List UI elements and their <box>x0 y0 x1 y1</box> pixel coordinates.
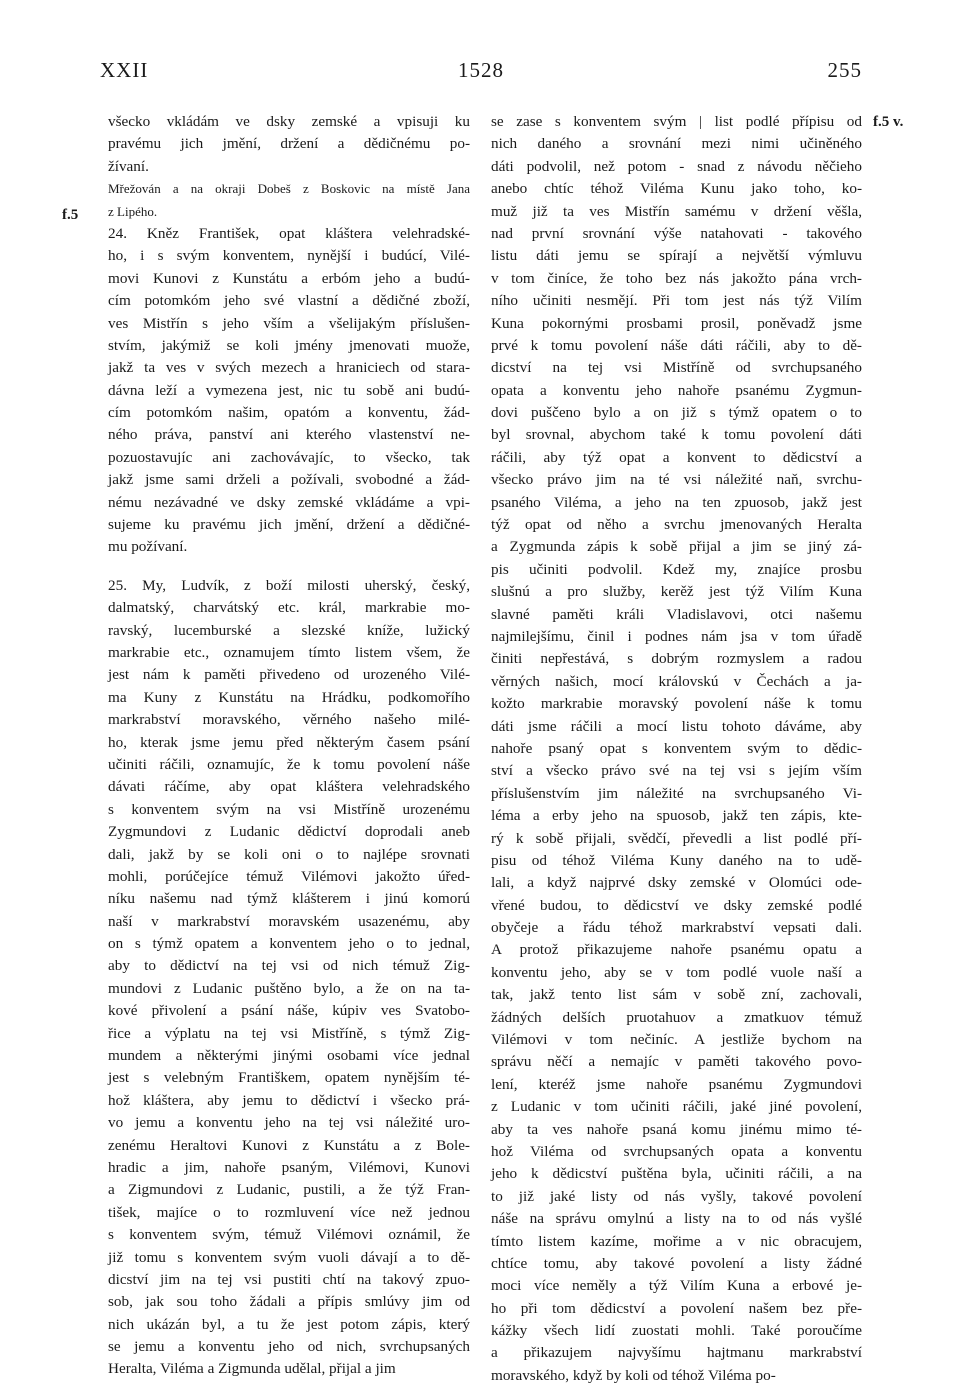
text-line: chtíce tomu, aby takové povolení a listy žádné <box>491 1254 862 1272</box>
text-line: naší v markrabství moravském usazenému, aby <box>108 912 470 930</box>
text-line: sob, jak sou toho žádali a přípis smlúvy jim od <box>108 1293 470 1311</box>
text-line: s konventem svým na vsi Mistříně urozenému <box>108 800 470 818</box>
text-line: tak, jakž tento list sám v sobě zní, zachovali, <box>491 986 862 1004</box>
text-line: dáti podvolil, než potom - snad z návodu něčieho <box>491 157 862 175</box>
text-line: nému nezávadné ve dsky zemské vkládáme a vpi- <box>108 493 470 511</box>
text-line: dicství na tej vsi Mistříně od svrchupsaného <box>491 359 862 377</box>
text-line: listu dáti jemu se spírají a největší výmluvu <box>491 247 862 265</box>
text-line: dávati ráčíme, aby opat kláštera velehradského <box>108 778 470 796</box>
text-line: markrabie etc., oznamujem tímto listem všem, že <box>108 643 470 661</box>
text-line: kové přivolení a psání náše, kúpiv ves Svatobo- <box>108 1002 470 1020</box>
text-line: dalmatský, charvátský etc. král, markrabie mo- <box>108 599 470 617</box>
text-line: obyčeje a řádu téhož markrabství vepsati dali. <box>491 919 862 937</box>
text-line: movi Kunovi z Kunstátu a erbóm jeho a budú- <box>108 269 470 287</box>
text-line: ního učiniti nesmějí. Při tom jest nás týž Vilím <box>491 292 862 310</box>
text-line: Kuna pokornými prosbami prosil, poněvadž jsme <box>491 314 862 332</box>
volume-number: XXII <box>100 58 149 82</box>
text-line: lali, a když najprvé dsky zemské v Olomúci ode- <box>491 874 862 892</box>
text-line: hradic a jim, nahoře psaným, Vilémovi, Kunovi <box>108 1158 470 1176</box>
text-line: z Lipého. <box>108 203 158 219</box>
text-line: vřené budou, to dědicství ve dsky zemské podlé <box>491 896 862 914</box>
text-line: kožto markrabie moravský povolení náše k tomu <box>491 695 862 713</box>
text-line: aby ta ves nahoře psaná komu jinému mimo té- <box>491 1120 862 1138</box>
text-line: dávna leží a vymezena jest, nic tu sobě ani budú- <box>108 381 470 399</box>
text-line: nich daného a srovnání mezi nimi učiněného <box>491 135 862 153</box>
text-line: se zase s konventem svým | list podlé přípisu od <box>491 113 862 130</box>
text-line: Mřežován a na okraji Dobeš z Boskovic na místě Jana <box>108 181 470 197</box>
left-column <box>108 111 470 1381</box>
text-line: mundovi z Ludanic puštěno bylo, a že on na ta- <box>108 979 470 997</box>
text-line: pisu od téhož Viléma Kuny daného na to udě- <box>491 851 862 869</box>
text-line: kážky všech lidí zuostati mohli. Také poroučíme <box>491 1322 862 1340</box>
text-line: Vilémovi v tom nečiníc. A jestliže bychom na <box>491 1031 862 1049</box>
text-line: slušnú a pro služby, kerěž jest týž Vilím Kuna <box>491 583 862 601</box>
text-line: tímto listem kazíme, mořime a v nic obracujem, <box>491 1232 862 1250</box>
right-column <box>491 111 862 1387</box>
text-line: anebo chtíc téhož Viléma Kunu jako toho, ko- <box>491 180 862 198</box>
text-line: činiti nepřestává, s dobrým rozmyslem a radou <box>491 650 862 668</box>
text-line: věrných našich, mocí královskú v Čechách a ja- <box>491 672 862 690</box>
page-number: 255 <box>827 58 862 82</box>
text-line: pis učiniti podvolil. Kdež my, znajíce prosbu <box>491 560 862 578</box>
text-line: a Zigmundovi z Ludanic, pustili, a že týž Fran- <box>108 1181 470 1199</box>
text-line: mu požívaní. <box>108 538 188 556</box>
year: 1528 <box>458 58 504 82</box>
text-line: všecko právo jim na té vsi náležité naň, svrchu- <box>491 471 862 489</box>
text-line: nich ukázán byl, a tu že jest potom zápis, který <box>108 1315 470 1333</box>
text-line: rý k sobě přijali, svědčí, převedli a list podlé pří- <box>491 829 862 847</box>
text-line: pozuostavujíc ani zachovávajíc, to všecko, tak <box>108 448 470 466</box>
text-line: ma Kuny z Kunstátu na Hrádku, podkomořího <box>108 688 470 706</box>
text-line: dali, jakž by se koli oni o to najlépe srovnati <box>108 845 470 863</box>
text-line: žívaní. <box>108 157 149 175</box>
text-line: jakž ta ves v svých mezech a hraniciech od stara- <box>108 359 470 377</box>
text-line: se jemu a konventu jeho od nich, svrchupsaných <box>108 1338 470 1356</box>
margin-note-right: f.5 v. <box>873 114 904 130</box>
text-line: mundem a některými jinými osobami více jednal <box>108 1047 470 1065</box>
text-line: pravému jich jmění, držení a dědičnému po- <box>108 135 470 153</box>
text-line: a přikazujem najvyšímu hajtmanu markrabství <box>491 1344 862 1362</box>
text-line: jeho k dědicství puštěna byla, učiniti ráčili, a na <box>491 1165 862 1183</box>
text-line: dáti jsme ráčili a mocí listu tohoto dáváme, aby <box>491 717 862 735</box>
text-line: týž opat od něho a svrchu jmenovaných Heralta <box>491 516 862 534</box>
text-line: ves Mistřín s jeho vším a všelijakým příslušen- <box>108 314 470 332</box>
margin-note-left: f.5 <box>62 207 79 223</box>
text-line: mohli, porúčejíce témuž Vilémovi jakožto úřed- <box>108 867 470 885</box>
text-line: jest s velebným Františkem, opatem nynějším té- <box>108 1069 470 1087</box>
text-line: markrabství moravského, věrného našeho milé- <box>108 711 470 729</box>
text-line: již tomu s konventem svým vuoli dávají a to dě- <box>108 1248 470 1266</box>
text-line: ho při tom dědicství a povolení našem bez pře- <box>491 1299 862 1317</box>
text-line: Heralta, Viléma a Zigmunda udělal, přijal a jim <box>108 1360 396 1378</box>
text-line: A protož přikazujeme nahoře psanému opatu a <box>491 941 862 959</box>
text-line: 24. Kněz František, opat kláštera velehradské- <box>108 224 470 242</box>
text-line: nad první srovnání výše natahovati - takového <box>491 224 862 242</box>
text-line: níku našemu nad týmž klášterem i jinú komorú <box>108 890 470 908</box>
text-line: léma a erby jeho na spuosob, jakž ten zápis, kte- <box>491 807 862 825</box>
text-line: učiniti ráčili, oznamujíc, že k tomu povolení náše <box>108 755 470 773</box>
text-line: moci více neměly a týž Vilím Kuna a erbové je- <box>491 1277 862 1295</box>
text-line: tišek, majíce o to rozmluvení více než jednou <box>108 1203 470 1221</box>
text-line: hož kláštera, aby jemu to dědictví i všecko prá- <box>108 1091 470 1109</box>
text-line <box>108 559 470 575</box>
text-line: ného práva, panství ani kterého vlastenství ne- <box>108 426 470 444</box>
text-line: muž již ta ves Mistřín samému v držení věšla, <box>491 202 862 220</box>
text-line: konventu jeho, aby se v tom podlé vuole naší a <box>491 963 862 981</box>
text-line: jakž jsme sami drželi a požívali, svobodné a žád- <box>108 471 470 489</box>
text-line: s konventem svým, témuž Vilémovi oznámil, že <box>108 1226 470 1244</box>
text-line: ství a všecko právo své na tej vsi s jejím vším <box>491 762 862 780</box>
text-line: cím potomkóm našim, opatóm a konventu, žád- <box>108 404 470 422</box>
text-line: najmilejšímu, činil i podnes nám jsa v tom úřadě <box>491 627 862 645</box>
text-line: dovi puščeno bylo a on již s týmž opatem o to <box>491 404 862 422</box>
text-line: byl srovnal, abychom také k tomu povolení dáti <box>491 426 862 444</box>
text-line: 25. My, Ludvík, z boží milosti uherský, český, <box>108 576 470 594</box>
text-line: nahoře psaný opat s konventem svým to dědic- <box>491 739 862 757</box>
text-line: to již jaké listy od nás vyšly, takové povolení <box>491 1187 862 1205</box>
text-line: z Ludanic v tom učiniti ráčili, jaké jiné povolení, <box>491 1098 862 1116</box>
text-line: řice a výplatu na tej vsi Mistříně, s týmž Zig- <box>108 1024 470 1042</box>
text-line: moravského, když by koli od téhož Viléma po- <box>491 1366 776 1384</box>
text-line: ráčili, aby týž opat a konvent to dědicství a <box>491 448 862 466</box>
text-line: v tom činíce, že toho bez nás jakožto pána vrch- <box>491 269 862 287</box>
text-line: opata a konventu jeho nahoře psanému Zygmun- <box>491 381 862 399</box>
text-line: a Zygmunda zápis k sobě přijal a jim se jiný zá- <box>491 538 862 556</box>
text-line: slavné paměti králi Vladislavovi, otci našemu <box>491 605 862 623</box>
text-line: vo jemu a konventu jeho na tej vsi náležité uro- <box>108 1114 470 1132</box>
text-line: psaného Viléma, a jeho na ten zpuosob, jakž jest <box>491 493 862 511</box>
text-line: ho, kterak jsme jemu před některým časem psání <box>108 733 470 751</box>
text-line: dicství jim na tej vsi pustiti chtí na takový zpuo- <box>108 1270 470 1288</box>
text-line: Zygmundovi z Ludanic dědictví doprodali aneb <box>108 823 470 841</box>
text-line: cím potomkóm jeho své vlastní a dědičné zboží, <box>108 292 470 310</box>
text-line: prvé k tomu povolení náše dáti ráčili, aby to dě- <box>491 336 862 354</box>
text-line: příslušenstvím jim náležité na svrchupsaného Vi- <box>491 784 862 802</box>
text-line: lení, kteréž jsme nahoře psanému Zygmundovi <box>491 1075 862 1093</box>
text-line: aby to dědictví na tej vsi od nich témuž Zig- <box>108 957 470 975</box>
text-line: sujeme ku pravému jich jmění, držení a dědičné- <box>108 516 470 534</box>
text-line: ho, i s svým konventem, nynější i budúcí, Vilé- <box>108 247 470 265</box>
text-line: hož Viléma od svrchupsaných opata a konventu <box>491 1142 862 1160</box>
text-line: stvím, jakýmiž se koli jmény jmenovati muože, <box>108 336 470 354</box>
text-line: zenému Heraltovi Kunovi z Kunstátu a z Bole- <box>108 1136 470 1154</box>
text-line: ravský, lucemburské a slezské kníže, lužický <box>108 621 470 639</box>
text-line: správu něčí a nemajíc v paměti takového povo- <box>491 1053 862 1071</box>
text-line: žádných delších pruotahuov a zmatkuov témuž <box>491 1008 862 1026</box>
text-line: náše na správu omylnú a listy na to od nás vyšlé <box>491 1210 862 1228</box>
text-line: on s týmž opatem a konventem jeho o to jednal, <box>108 935 470 953</box>
page-header <box>100 58 862 88</box>
text-line: jest nám k paměti přivedeno od urozeného Vilé- <box>108 666 470 684</box>
text-line: všecko vkládám ve dsky zemské a vpisuji ku <box>108 113 470 130</box>
